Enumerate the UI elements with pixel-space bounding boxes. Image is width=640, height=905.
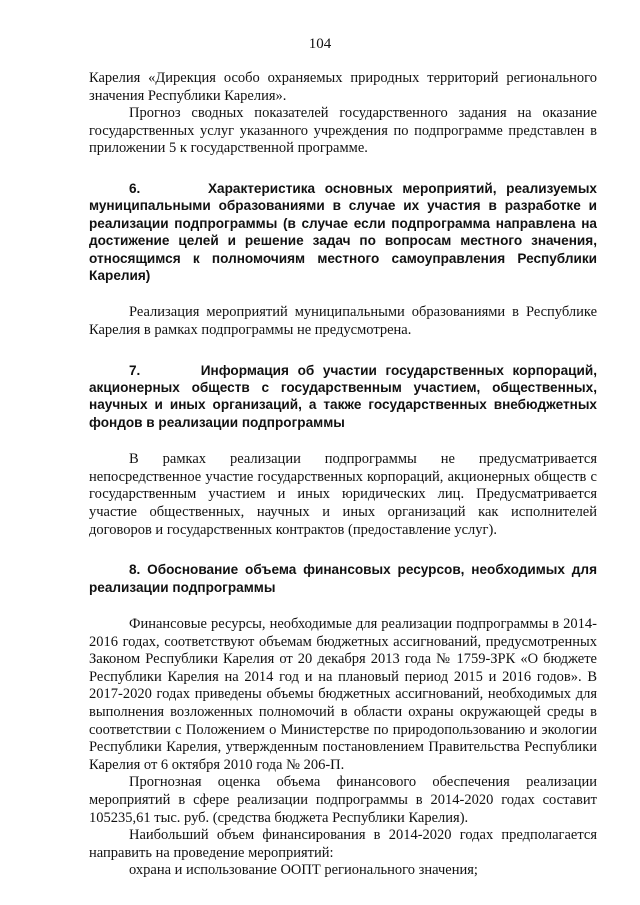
- paragraph-municipal: Реализация мероприятий муниципальными образованиями в Республике Карелия в рамках подпрограммы не предусмотрена.: [89, 304, 597, 338]
- spacer: [89, 431, 597, 451]
- spacer: [89, 158, 597, 180]
- spacer: [89, 340, 597, 362]
- spacer: [89, 596, 597, 616]
- paragraph-largest-funding: Наибольший объем финансирования в 2014-2020 годах предполагается направить на проведение мероприятий:: [89, 827, 597, 861]
- document-body: [89, 70, 597, 880]
- paragraph-continuation: Карелия «Дирекция особо охраняемых природных территорий регионального значения Республики Карелия».: [89, 70, 597, 104]
- section-heading-6: 6. Характеристика основных мероприятий, реализуемых муниципальными образованиями в случае их участия в разработке и реализации подпрограммы (в случае если подпрограмма направлена на достижение целей и решение задач по вопросам местного значения, относящимся к полномочиям местного самоуправления Республики Карелия): [89, 180, 597, 283]
- paragraph-forecast-estimate: Прогнозная оценка объема финансового обеспечения реализации мероприятий в сфере реализации подпрограммы в 2014-2020 годах составит 105235,61 тыс. руб. (средства бюджета Республики Карелия).: [89, 774, 597, 826]
- page-number: 104: [308, 36, 332, 52]
- section-heading-8: 8. Обоснование объема финансовых ресурсов, необходимых для реализации подпрограммы: [89, 562, 597, 595]
- section-heading-7: 7. Информация об участии государственных корпораций, акционерных обществ с государственным участием, общественных, научных и иных организаций, а также государственных внебюджетных фондов в реализации подпрограммы: [89, 362, 597, 430]
- spacer: [89, 539, 597, 561]
- paragraph-financial-resources: Финансовые ресурсы, необходимые для реализации подпрограммы в 2014-2016 годах, соответствуют объемам бюджетных ассигнований, предусмотренных Законом Республики Карелия от 20 декабря 2013 года № 1759-ЗРК «О бюджете Республики Карелия на 2014 год и на плановый период 2015 и 2016 годов». В 2017-2020 годах приведены объемы бюджетных ассигнований, необходимых для выполнения возложенных полномочий в области охраны окружающей среды в соответствии с Положением о Министерстве по природопользованию и экологии Республики Карелия, утвержденным постановлением Правительства Республики Карелия от 6 октября 2010 года № 206-П.: [89, 616, 597, 773]
- paragraph-participation: В рамках реализации подпрограммы не предусматривается непосредственное участие государственных корпораций, акционерных обществ с государственным участием и иных юридических лиц. Предусматривается участие общественных, научных и иных организаций как исполнителей договоров и государственных контрактов (предоставление услуг).: [89, 451, 597, 538]
- paragraph-list-item: охрана и использование ООПТ регионального значения;: [129, 862, 478, 879]
- paragraph-forecast: Прогноз сводных показателей государственного задания на оказание государственных услуг указанного учреждения по подпрограмме представлен в приложении 5 к государственной программе.: [89, 105, 597, 157]
- spacer: [89, 284, 597, 304]
